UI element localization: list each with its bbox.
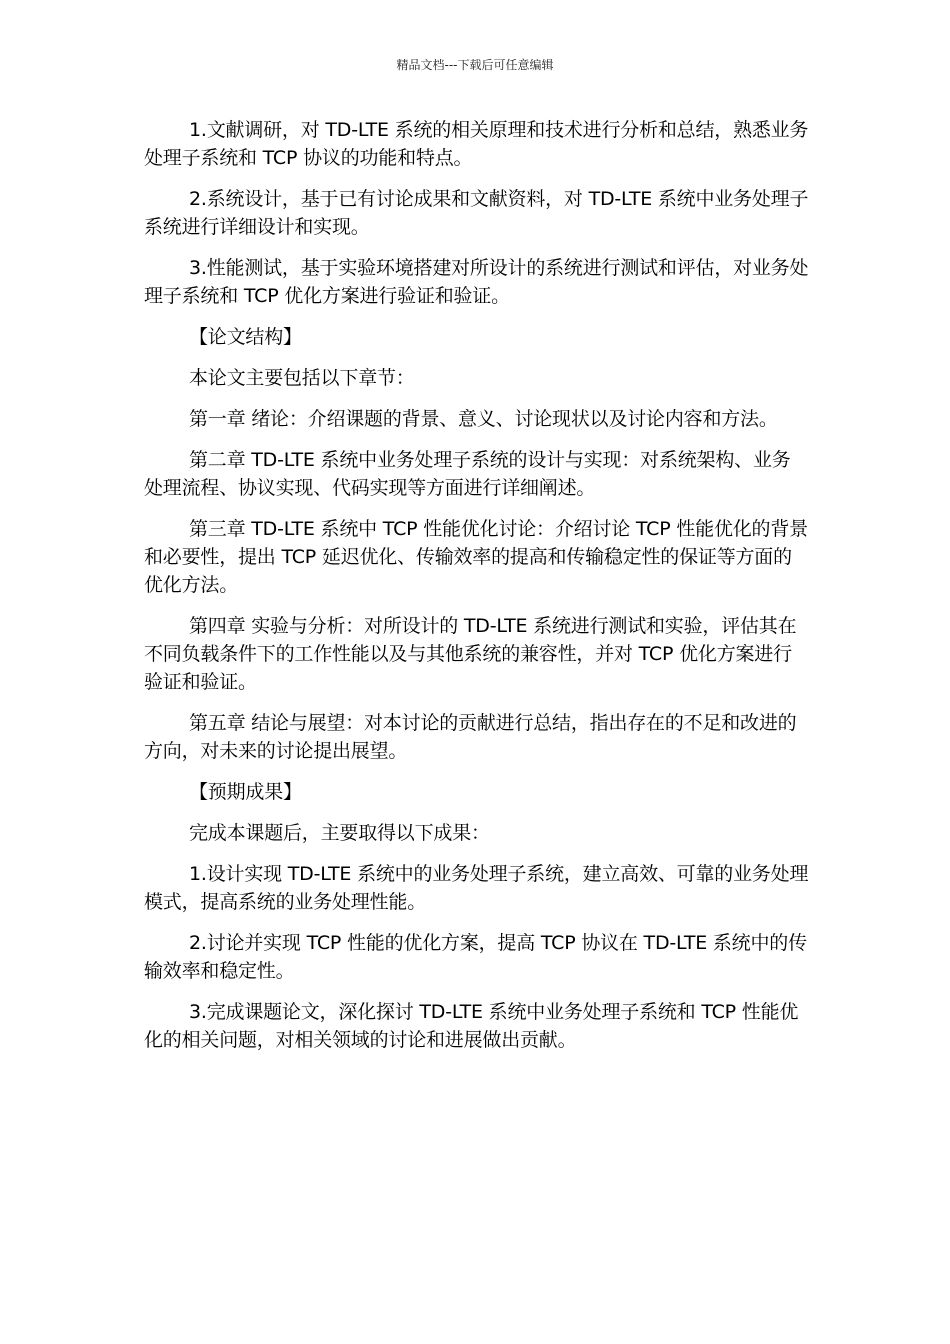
- page-header: 精品文档---下载后可任意编辑: [396, 58, 554, 72]
- paragraph-result-3: 3.完成课题论文，深化探讨 TD-LTE 系统中业务处理子系统和 TCP 性能优化的相关问题，对相关领域的讨论和进展做出贡献。: [144, 1001, 799, 1051]
- paragraph-structure-intro: 本论文主要包括以下章节：: [189, 367, 415, 389]
- paragraph-chapter-4: 第四章 实验与分析：对所设计的 TD-LTE 系统进行测试和实验，评估其在不同负载条件下的工作性能以及与其他系统的兼容性，并对 TCP 优化方案进行验证和验证。: [144, 615, 797, 693]
- paragraph-research-method-3: 3.性能测试，基于实验环境搭建对所设计的系统进行测试和评估，对业务处理子系统和 TCP 优化方案进行验证和验证。: [144, 257, 809, 307]
- paragraph-chapter-2: 第二章 TD-LTE 系统中业务处理子系统的设计与实现：对系统架构、业务处理流程、协议实现、代码实现等方面进行详细阐述。: [144, 449, 791, 499]
- paragraph-chapter-1: 第一章 绪论：介绍课题的背景、意义、讨论现状以及讨论内容和方法。: [189, 408, 778, 430]
- paragraph-research-method-2: 2.系统设计，基于已有讨论成果和文献资料，对 TD-LTE 系统中业务处理子系统进行详细设计和实现。: [144, 188, 809, 238]
- paragraph-research-method-1: 1.文献调研，对 TD-LTE 系统的相关原理和技术进行分析和总结，熟悉业务处理子系统和 TCP 协议的功能和特点。: [144, 119, 809, 169]
- paragraph-result-1: 1.设计实现 TD-LTE 系统中的业务处理子系统，建立高效、可靠的业务处理模式，提高系统的业务处理性能。: [144, 863, 809, 913]
- section-heading-thesis-structure: 【论文结构】: [189, 326, 302, 348]
- paragraph-chapter-3: 第三章 TD-LTE 系统中 TCP 性能优化讨论：介绍讨论 TCP 性能优化的背景和必要性，提出 TCP 延迟优化、传输效率的提高和传输稳定性的保证等方面的优化方法。: [144, 518, 808, 596]
- document-body: [144, 116, 809, 1067]
- paragraph-result-2: 2.讨论并实现 TCP 性能的优化方案，提高 TCP 协议在 TD-LTE 系统中的传输效率和稳定性。: [144, 932, 807, 982]
- section-heading-expected-results: 【预期成果】: [189, 781, 302, 803]
- paragraph-chapter-5: 第五章 结论与展望：对本讨论的贡献进行总结，指出存在的不足和改进的方向，对未来的讨论提出展望。: [144, 712, 797, 762]
- paragraph-results-intro: 完成本课题后，主要取得以下成果：: [189, 822, 490, 844]
